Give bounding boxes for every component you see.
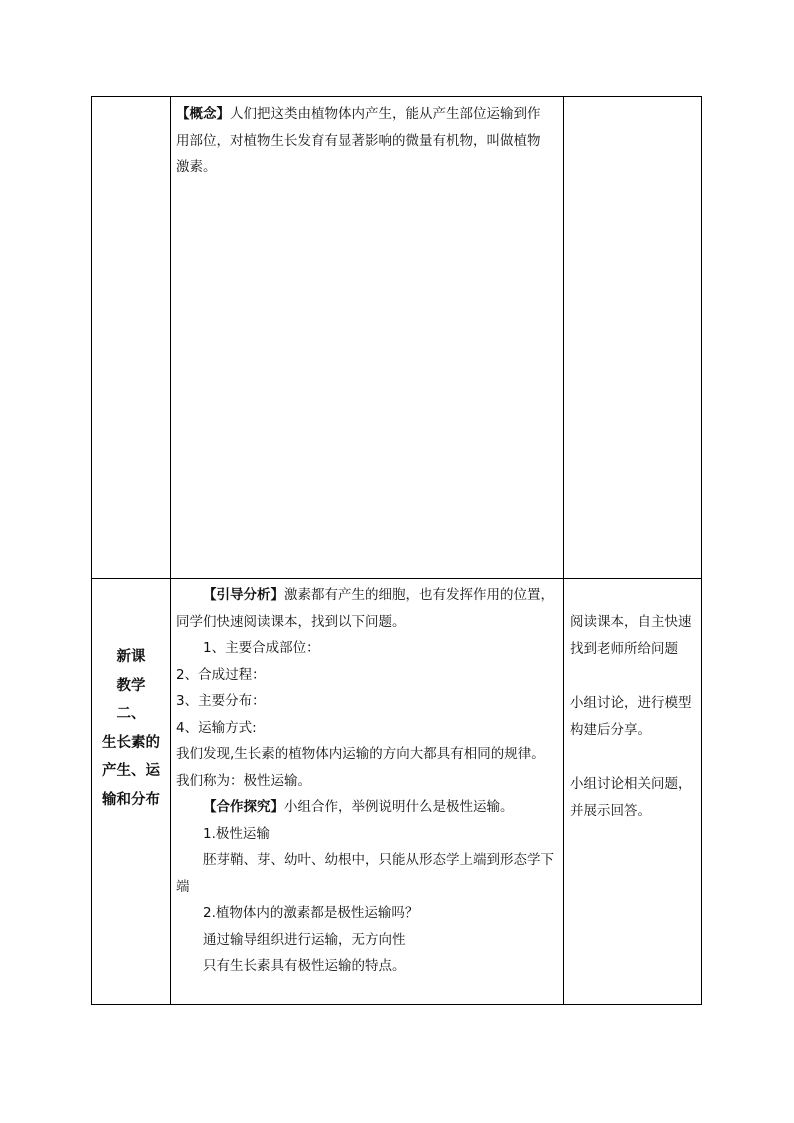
section-heading-line: 教学: [116, 677, 146, 694]
concept-line: 激素。: [176, 159, 217, 175]
student-activity-line: 小组讨论相关问题，: [570, 776, 692, 792]
guide-text: 激素都有产生的细胞，也有发挥作用的位置，: [284, 587, 554, 603]
student-activity-line: 并展示回答。: [570, 802, 651, 819]
question-4: 4、运输方式:: [176, 719, 257, 736]
section-heading-line: 生长素的: [102, 734, 160, 751]
subsection-1-text: 胚芽鞘、芽、幼叶、幼根中，只能从形态学上端到形态学下: [203, 852, 554, 868]
teaching-content: [176, 582, 561, 980]
finding-text: 我们发现,生长素的植物体内运输的方向大都具有相同的规律。: [176, 746, 545, 762]
question-3: 3、主要分布：: [176, 693, 266, 709]
column-divider: [170, 97, 171, 1004]
question-2: 2、合成过程：: [176, 666, 266, 683]
section-heading: [92, 643, 170, 814]
subsection-1-text: 端: [176, 878, 190, 895]
naming-text: 我们称为：极性运输。: [176, 772, 311, 789]
student-activity-line: 找到老师所给问题: [570, 640, 678, 657]
section-heading-line: 二、: [116, 706, 146, 722]
concept-line: 用部位，对植物生长发育有显著影响的微量有机物，叫做植物: [176, 132, 541, 149]
student-activities: [570, 609, 700, 824]
student-activity-line: 小组讨论，进行模型: [570, 695, 692, 711]
subsection-2-title: 2.植物体内的激素都是极性运输吗？: [203, 905, 419, 921]
guide-text-2: 同学们快速阅读课本，找到以下问题。: [176, 613, 406, 630]
concept-cell: [176, 101, 560, 181]
concept-line: 人们把这类由植物体内产生，能从产生部位运输到作: [230, 106, 541, 122]
question-1: 1、主要合成部位：: [203, 640, 320, 656]
student-activity-line: 阅读课本，自主快速: [570, 614, 692, 630]
coop-text: 小组合作，举例说明什么是极性运输。: [284, 799, 514, 815]
subsection-1-title: 1.极性运输: [203, 825, 270, 842]
concept-tag: 【概念】: [176, 106, 230, 122]
section-heading-line: 输和分布: [102, 791, 160, 808]
section-heading-line: 产生、运: [102, 763, 160, 779]
student-activity-line: 构建后分享。: [570, 721, 651, 738]
guide-tag: 【引导分析】: [203, 587, 284, 603]
lesson-table: [91, 96, 702, 1005]
subsection-2-text: 通过输导组织进行运输，无方向性: [203, 931, 406, 948]
subsection-2-text: 只有生长素具有极性运输的特点。: [203, 958, 406, 974]
column-divider: [563, 97, 564, 1004]
coop-tag: 【合作探究】: [203, 799, 284, 815]
section-heading-line: 新课: [116, 649, 146, 665]
row-divider: [92, 578, 701, 579]
